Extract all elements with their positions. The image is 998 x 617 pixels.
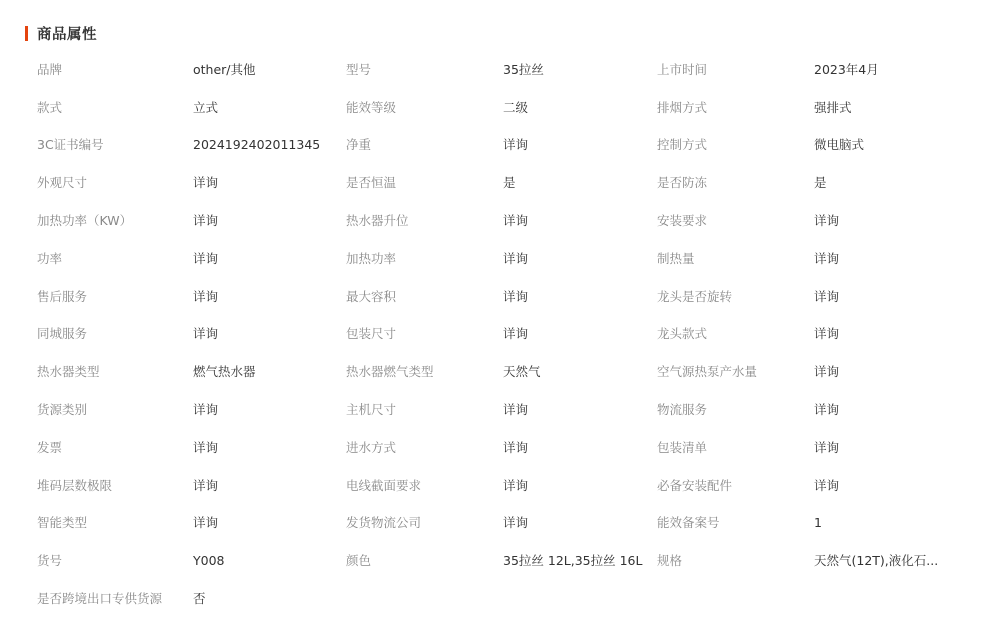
attribute-value: 详询 [193,477,219,493]
attribute-label: 同城服务 [37,326,88,342]
attribute-row [37,88,997,126]
attribute-value: 微电脑式 [814,137,865,153]
section-title: 商品属性 [37,26,97,43]
attribute-label: 堆码层数极限 [37,477,113,493]
attribute-label: 货号 [37,553,63,569]
attribute-label: 货源类别 [37,402,88,418]
attribute-value: Y008 [193,552,225,568]
attribute-label: 加热功率 [346,250,397,266]
attribute-value: 是 [503,175,516,191]
attribute-value: 详询 [503,326,529,342]
attribute-value: 是 [814,175,827,191]
attribute-label: 颜色 [346,553,372,569]
attribute-value: 35拉丝 12L,35拉丝 16L [503,553,643,569]
attribute-label: 型号 [346,61,372,77]
attribute-value: 2023年4月 [814,61,879,77]
attribute-label: 排烟方式 [657,99,708,115]
attribute-value: other/其他 [193,61,256,77]
attribute-label: 热水器升位 [346,213,409,229]
attribute-value: 详询 [814,250,840,266]
attribute-label: 热水器燃气类型 [346,364,434,380]
attribute-row [37,50,997,88]
attribute-row [37,390,997,428]
attribute-label: 款式 [37,99,63,115]
attribute-label: 售后服务 [37,288,88,304]
attribute-label: 上市时间 [657,61,708,77]
attribute-label: 发货物流公司 [346,515,422,531]
attribute-value: 详询 [503,250,529,266]
attribute-label: 空气源热泵产水量 [657,364,758,380]
attribute-value: 35拉丝 [503,61,544,77]
attribute-value: 详询 [193,402,219,418]
attribute-label: 加热功率（KW） [37,213,133,229]
attribute-value: 详询 [814,326,840,342]
attribute-label: 是否防冻 [657,175,708,191]
attribute-value: 详询 [814,364,840,380]
attribute-label: 物流服务 [657,402,708,418]
attribute-value: 详询 [503,477,529,493]
attribute-value: 详询 [503,213,529,229]
attribute-label: 功率 [37,250,63,266]
attribute-value: 详询 [503,402,529,418]
attribute-label: 能效备案号 [657,515,720,531]
attribute-label: 最大容积 [346,288,397,304]
attribute-value: 二级 [503,99,529,115]
attribute-label: 包装清单 [657,439,708,455]
attribute-value: 否 [193,591,206,607]
attribute-label: 发票 [37,439,63,455]
attribute-label: 包装尺寸 [346,326,397,342]
attribute-label: 电线截面要求 [346,477,422,493]
attribute-row [37,315,997,353]
attribute-value: 详询 [814,439,840,455]
attribute-label: 安装要求 [657,213,708,229]
attribute-row [37,504,997,542]
attribute-label: 制热量 [657,250,695,266]
attribute-row [37,352,997,390]
section-accent-bar [25,26,28,41]
attribute-label: 龙头是否旋转 [657,288,733,304]
attribute-label: 热水器类型 [37,364,100,380]
attribute-value: 详询 [193,326,219,342]
attribute-value: 详询 [193,288,219,304]
attribute-value: 2024192402011345 [193,136,321,152]
attribute-value: 天然气(12T),液化石... [814,553,939,569]
attribute-row [37,466,997,504]
attribute-label: 净重 [346,137,372,153]
attribute-label: 能效等级 [346,99,397,115]
attribute-value: 详询 [503,137,529,153]
attribute-value: 详询 [503,515,529,531]
attribute-label: 外观尺寸 [37,175,88,191]
attribute-value: 详询 [814,402,840,418]
attribute-label: 必备安装配件 [657,477,733,493]
attribute-row [37,428,997,466]
attribute-label: 龙头款式 [657,326,708,342]
section-header [25,24,97,42]
attribute-label: 3C证书编号 [37,137,104,153]
attribute-label: 控制方式 [657,137,708,153]
attribute-value: 详询 [193,175,219,191]
attribute-value: 详询 [193,213,219,229]
attribute-label: 进水方式 [346,439,397,455]
attribute-row [37,239,997,277]
attribute-value: 立式 [193,99,219,115]
attribute-value: 详询 [814,288,840,304]
attribute-table [37,50,997,617]
attribute-value: 详询 [193,439,219,455]
attribute-value: 详询 [503,288,529,304]
attribute-label: 品牌 [37,61,63,77]
attribute-label: 主机尺寸 [346,402,397,418]
attribute-value: 详询 [814,213,840,229]
attribute-value: 详询 [503,439,529,455]
attribute-value: 详询 [814,477,840,493]
attribute-row [37,201,997,239]
attribute-label: 智能类型 [37,515,88,531]
attribute-value: 天然气 [503,364,541,380]
attribute-row [37,579,997,617]
attribute-row [37,126,997,164]
attribute-value: 1 [814,514,822,530]
attribute-row [37,277,997,315]
attribute-value: 强排式 [814,99,852,115]
attribute-row [37,541,997,579]
attribute-value: 详询 [193,250,219,266]
attribute-label: 是否恒温 [346,175,397,191]
attribute-label: 是否跨境出口专供货源 [37,591,163,607]
attribute-row [37,163,997,201]
attribute-value: 燃气热水器 [193,364,256,380]
attribute-label: 规格 [657,553,683,569]
attribute-value: 详询 [193,515,219,531]
